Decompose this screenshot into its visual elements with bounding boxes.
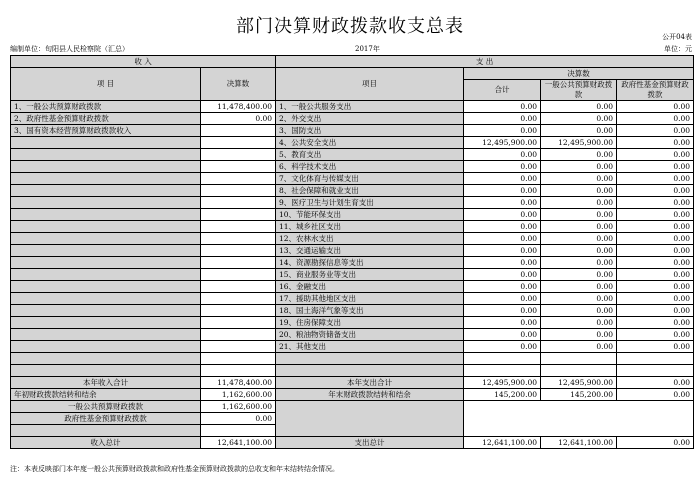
expense-fund: 0.00 bbox=[617, 161, 694, 173]
expense-total: 0.00 bbox=[464, 305, 541, 317]
expense-fund: 0.00 bbox=[617, 269, 694, 281]
carry-out-total: 145,200.00 bbox=[464, 389, 541, 401]
expense-fund: 0.00 bbox=[617, 245, 694, 257]
expense-total: 0.00 bbox=[464, 101, 541, 113]
expense-fund: 0.00 bbox=[617, 341, 694, 353]
table-row bbox=[11, 365, 694, 377]
income-amount bbox=[201, 353, 276, 365]
expense-total: 0.00 bbox=[464, 173, 541, 185]
income-amount bbox=[201, 137, 276, 149]
income-item bbox=[11, 281, 201, 293]
expense-total: 12,495,900.00 bbox=[464, 137, 541, 149]
blank-area bbox=[464, 401, 694, 437]
table-row bbox=[11, 269, 694, 281]
income-amount bbox=[201, 125, 276, 137]
expense-item: 21、其他支出 bbox=[276, 341, 464, 353]
expense-total: 0.00 bbox=[464, 113, 541, 125]
carry-general-label: 一般公共预算财政拨款 bbox=[11, 401, 201, 413]
carry-out-general: 145,200.00 bbox=[541, 389, 617, 401]
expense-fund: 0.00 bbox=[617, 281, 694, 293]
expense-general: 0.00 bbox=[541, 101, 617, 113]
expense-item: 9、医疗卫生与计划生育支出 bbox=[276, 197, 464, 209]
expense-general: 0.00 bbox=[541, 173, 617, 185]
income-amount bbox=[201, 173, 276, 185]
currency-unit: 单位：元 bbox=[664, 45, 692, 53]
income-amount: 0.00 bbox=[201, 113, 276, 125]
expense-item: 2、外交支出 bbox=[276, 113, 464, 125]
expense-total: 0.00 bbox=[464, 185, 541, 197]
year-income-value: 11,478,400.00 bbox=[201, 377, 276, 389]
income-amount bbox=[201, 329, 276, 341]
income-item bbox=[11, 365, 201, 377]
income-amount bbox=[201, 149, 276, 161]
expense-fund: 0.00 bbox=[617, 101, 694, 113]
expense-fund: 0.00 bbox=[617, 317, 694, 329]
income-amount bbox=[201, 269, 276, 281]
income-amount bbox=[201, 305, 276, 317]
expense-item-header: 项目 bbox=[276, 68, 464, 101]
table-row bbox=[11, 197, 694, 209]
income-amount: 11,478,400.00 bbox=[201, 101, 276, 113]
income-amount-header: 决算数 bbox=[201, 68, 276, 101]
expense-total: 0.00 bbox=[464, 329, 541, 341]
income-item-header: 项 目 bbox=[11, 68, 201, 101]
expense-item: 14、资源勘探信息等支出 bbox=[276, 257, 464, 269]
carry-out-fund: 0.00 bbox=[617, 389, 694, 401]
expense-total bbox=[464, 353, 541, 365]
table-row bbox=[11, 341, 694, 353]
income-item bbox=[11, 233, 201, 245]
table-note: 注：本表反映部门本年度一般公共预算财政拨款和政府性基金预算财政拨款的总收支和年末结转结余情况。 bbox=[10, 465, 339, 473]
expense-general: 0.00 bbox=[541, 125, 617, 137]
expense-item: 17、援助其他地区支出 bbox=[276, 293, 464, 305]
total-expense-fund: 0.00 bbox=[617, 437, 694, 449]
expense-general: 12,495,900.00 bbox=[541, 137, 617, 149]
compiling-unit: 编制单位：旬阳县人民检察院（汇总） bbox=[10, 45, 129, 53]
income-item bbox=[11, 317, 201, 329]
expense-item: 6、科学技术支出 bbox=[276, 161, 464, 173]
income-item bbox=[11, 185, 201, 197]
income-header: 收 入 bbox=[11, 56, 276, 68]
expense-final-header: 决算数 bbox=[464, 68, 694, 80]
expense-fund: 0.00 bbox=[617, 209, 694, 221]
spacer-cell bbox=[11, 425, 201, 437]
expense-item: 16、金融支出 bbox=[276, 281, 464, 293]
expense-general bbox=[541, 365, 617, 377]
expense-total: 0.00 bbox=[464, 281, 541, 293]
grand-total-row bbox=[11, 437, 694, 449]
expense-total: 0.00 bbox=[464, 209, 541, 221]
expense-item: 10、节能环保支出 bbox=[276, 209, 464, 221]
table-row bbox=[11, 317, 694, 329]
table-row bbox=[11, 137, 694, 149]
table-row bbox=[11, 125, 694, 137]
expense-general: 0.00 bbox=[541, 221, 617, 233]
expense-fund: 0.00 bbox=[617, 293, 694, 305]
income-amount bbox=[201, 161, 276, 173]
expense-item: 18、国土海洋气象等支出 bbox=[276, 305, 464, 317]
expense-general: 0.00 bbox=[541, 329, 617, 341]
year-expense-label: 本年支出合计 bbox=[276, 377, 464, 389]
report-year: 2017年 bbox=[355, 45, 380, 53]
expense-fund: 0.00 bbox=[617, 233, 694, 245]
expense-general: 0.00 bbox=[541, 317, 617, 329]
income-item bbox=[11, 161, 201, 173]
income-amount bbox=[201, 281, 276, 293]
income-amount bbox=[201, 317, 276, 329]
expense-general bbox=[541, 353, 617, 365]
expense-general: 0.00 bbox=[541, 293, 617, 305]
expense-fund: 0.00 bbox=[617, 149, 694, 161]
table-row bbox=[11, 221, 694, 233]
year-total-row bbox=[11, 377, 694, 389]
income-item: 3、国有资本经营预算财政拨款收入 bbox=[11, 125, 201, 137]
expense-item: 12、农林水支出 bbox=[276, 233, 464, 245]
form-code: 公开04表 bbox=[662, 33, 692, 41]
table-row bbox=[11, 173, 694, 185]
income-item bbox=[11, 305, 201, 317]
expense-total: 0.00 bbox=[464, 149, 541, 161]
income-item: 2、政府性基金预算财政拨款 bbox=[11, 113, 201, 125]
income-item bbox=[11, 197, 201, 209]
income-item bbox=[11, 245, 201, 257]
expense-item: 7、文化体育与传媒支出 bbox=[276, 173, 464, 185]
expense-item: 3、国防支出 bbox=[276, 125, 464, 137]
expense-general: 0.00 bbox=[541, 269, 617, 281]
total-expense-total: 12,641,100.00 bbox=[464, 437, 541, 449]
carry-general-value: 1,162,600.00 bbox=[201, 401, 276, 413]
expense-header: 支 出 bbox=[276, 56, 694, 68]
table-row bbox=[11, 209, 694, 221]
expense-total: 0.00 bbox=[464, 269, 541, 281]
finance-summary-table bbox=[10, 55, 694, 449]
table-row bbox=[11, 233, 694, 245]
total-col-header: 合计 bbox=[464, 80, 541, 101]
income-item bbox=[11, 221, 201, 233]
report-title: 部门决算财政拨款收支总表 bbox=[236, 16, 464, 37]
expense-item: 13、交通运输支出 bbox=[276, 245, 464, 257]
table-row bbox=[11, 305, 694, 317]
expense-item: 20、粮油物资储备支出 bbox=[276, 329, 464, 341]
income-amount bbox=[201, 185, 276, 197]
blank-area bbox=[276, 401, 464, 437]
table-row bbox=[11, 149, 694, 161]
table-row bbox=[11, 281, 694, 293]
table-row bbox=[11, 257, 694, 269]
carryover-row bbox=[11, 389, 694, 401]
income-amount bbox=[201, 209, 276, 221]
table-row bbox=[11, 101, 694, 113]
table-row bbox=[11, 113, 694, 125]
carry-in-label: 年初财政拨款结转和结余 bbox=[11, 389, 201, 401]
income-amount bbox=[201, 197, 276, 209]
expense-fund: 0.00 bbox=[617, 257, 694, 269]
expense-general: 0.00 bbox=[541, 257, 617, 269]
total-income-value: 12,641,100.00 bbox=[201, 437, 276, 449]
table-row bbox=[11, 329, 694, 341]
year-income-label: 本年收入合计 bbox=[11, 377, 201, 389]
expense-total: 0.00 bbox=[464, 233, 541, 245]
income-amount bbox=[201, 233, 276, 245]
expense-total: 0.00 bbox=[464, 341, 541, 353]
expense-fund: 0.00 bbox=[617, 113, 694, 125]
income-item bbox=[11, 353, 201, 365]
expense-total: 0.00 bbox=[464, 245, 541, 257]
table-row bbox=[11, 293, 694, 305]
expense-total: 0.00 bbox=[464, 317, 541, 329]
table-row bbox=[11, 185, 694, 197]
expense-fund: 0.00 bbox=[617, 125, 694, 137]
table-row bbox=[11, 161, 694, 173]
expense-fund: 0.00 bbox=[617, 173, 694, 185]
income-amount bbox=[201, 221, 276, 233]
expense-general: 0.00 bbox=[541, 197, 617, 209]
fund-col-header: 政府性基金预算财政拨款 bbox=[617, 80, 694, 101]
carry-fund-label: 政府性基金预算财政拨款 bbox=[11, 413, 201, 425]
income-item: 1、一般公共预算财政拨款 bbox=[11, 101, 201, 113]
carry-fund-value: 0.00 bbox=[201, 413, 276, 425]
spacer-cell bbox=[201, 425, 276, 437]
expense-general: 0.00 bbox=[541, 233, 617, 245]
expense-general: 0.00 bbox=[541, 185, 617, 197]
table-row bbox=[11, 353, 694, 365]
carry-in-value: 1,162,600.00 bbox=[201, 389, 276, 401]
expense-total: 0.00 bbox=[464, 125, 541, 137]
expense-item: 19、住房保障支出 bbox=[276, 317, 464, 329]
income-item bbox=[11, 149, 201, 161]
total-income-label: 收入总计 bbox=[11, 437, 201, 449]
expense-total bbox=[464, 365, 541, 377]
year-expense-general: 12,495,900.00 bbox=[541, 377, 617, 389]
expense-fund: 0.00 bbox=[617, 137, 694, 149]
expense-general: 0.00 bbox=[541, 305, 617, 317]
expense-fund: 0.00 bbox=[617, 305, 694, 317]
income-item bbox=[11, 269, 201, 281]
expense-total: 0.00 bbox=[464, 221, 541, 233]
expense-item bbox=[276, 365, 464, 377]
income-amount bbox=[201, 257, 276, 269]
table-row bbox=[11, 245, 694, 257]
expense-fund bbox=[617, 365, 694, 377]
expense-fund: 0.00 bbox=[617, 185, 694, 197]
income-amount bbox=[201, 245, 276, 257]
carry-general-row bbox=[11, 401, 694, 413]
year-expense-fund: 0.00 bbox=[617, 377, 694, 389]
income-item bbox=[11, 293, 201, 305]
expense-item bbox=[276, 353, 464, 365]
expense-item: 4、公共安全支出 bbox=[276, 137, 464, 149]
expense-general: 0.00 bbox=[541, 149, 617, 161]
total-expense-label: 支出总计 bbox=[276, 437, 464, 449]
expense-general: 0.00 bbox=[541, 245, 617, 257]
income-amount bbox=[201, 293, 276, 305]
expense-general: 0.00 bbox=[541, 209, 617, 221]
carry-out-label: 年末财政拨款结转和结余 bbox=[276, 389, 464, 401]
expense-general: 0.00 bbox=[541, 281, 617, 293]
expense-item: 8、社会保障和就业支出 bbox=[276, 185, 464, 197]
expense-fund: 0.00 bbox=[617, 221, 694, 233]
expense-general: 0.00 bbox=[541, 161, 617, 173]
expense-fund: 0.00 bbox=[617, 329, 694, 341]
expense-general: 0.00 bbox=[541, 113, 617, 125]
expense-total: 0.00 bbox=[464, 257, 541, 269]
income-amount bbox=[201, 365, 276, 377]
expense-total: 0.00 bbox=[464, 161, 541, 173]
total-expense-general: 12,641,100.00 bbox=[541, 437, 617, 449]
expense-item: 5、教育支出 bbox=[276, 149, 464, 161]
income-item bbox=[11, 209, 201, 221]
income-item bbox=[11, 173, 201, 185]
expense-item: 11、城乡社区支出 bbox=[276, 221, 464, 233]
expense-general: 0.00 bbox=[541, 341, 617, 353]
expense-item: 15、商业服务业等支出 bbox=[276, 269, 464, 281]
expense-item: 1、一般公共服务支出 bbox=[276, 101, 464, 113]
income-item bbox=[11, 341, 201, 353]
expense-total: 0.00 bbox=[464, 197, 541, 209]
expense-fund bbox=[617, 353, 694, 365]
income-amount bbox=[201, 341, 276, 353]
income-item bbox=[11, 137, 201, 149]
expense-total: 0.00 bbox=[464, 293, 541, 305]
expense-fund: 0.00 bbox=[617, 197, 694, 209]
income-item bbox=[11, 329, 201, 341]
income-item bbox=[11, 257, 201, 269]
general-col-header: 一般公共预算财政拨款 bbox=[541, 80, 617, 101]
year-expense-total: 12,495,900.00 bbox=[464, 377, 541, 389]
